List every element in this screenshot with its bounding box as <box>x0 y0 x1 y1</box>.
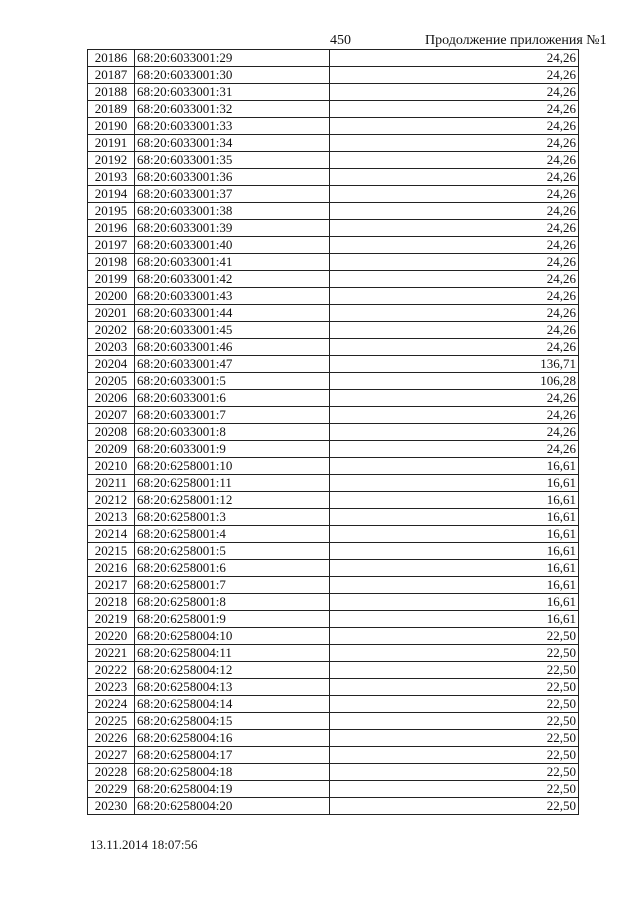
cadastral-number-cell: 68:20:6033001:45 <box>135 322 330 339</box>
cadastral-number-cell: 68:20:6258004:12 <box>135 662 330 679</box>
cadastral-number-cell: 68:20:6033001:32 <box>135 101 330 118</box>
cadastral-number-cell: 68:20:6033001:37 <box>135 186 330 203</box>
value-cell: 22,50 <box>330 730 579 747</box>
table-row <box>88 441 579 458</box>
cadastral-number-cell: 68:20:6033001:47 <box>135 356 330 373</box>
table-row <box>88 526 579 543</box>
value-cell: 16,61 <box>330 594 579 611</box>
table-row <box>88 730 579 747</box>
cadastral-number-cell: 68:20:6258004:10 <box>135 628 330 645</box>
row-number-cell: 20207 <box>88 407 135 424</box>
cadastral-number-cell: 68:20:6258004:15 <box>135 713 330 730</box>
value-cell: 24,26 <box>330 254 579 271</box>
cadastral-number-cell: 68:20:6258004:11 <box>135 645 330 662</box>
row-number-cell: 20189 <box>88 101 135 118</box>
table-row <box>88 560 579 577</box>
value-cell: 22,50 <box>330 645 579 662</box>
cadastral-number-cell: 68:20:6258004:14 <box>135 696 330 713</box>
row-number-cell: 20218 <box>88 594 135 611</box>
value-cell: 24,26 <box>330 237 579 254</box>
cadastral-number-cell: 68:20:6258001:9 <box>135 611 330 628</box>
value-cell: 24,26 <box>330 441 579 458</box>
table-row <box>88 577 579 594</box>
cadastral-number-cell: 68:20:6033001:44 <box>135 305 330 322</box>
row-number-cell: 20198 <box>88 254 135 271</box>
print-timestamp: 13.11.2014 18:07:56 <box>90 837 198 852</box>
value-cell: 24,26 <box>330 152 579 169</box>
cadastral-number-cell: 68:20:6033001:6 <box>135 390 330 407</box>
row-number-cell: 20216 <box>88 560 135 577</box>
cadastral-number-cell: 68:20:6258004:13 <box>135 679 330 696</box>
value-cell: 22,50 <box>330 747 579 764</box>
row-number-cell: 20190 <box>88 118 135 135</box>
cadastral-number-cell: 68:20:6033001:31 <box>135 84 330 101</box>
value-cell: 16,61 <box>330 611 579 628</box>
table-row <box>88 50 579 67</box>
table-row <box>88 645 579 662</box>
row-number-cell: 20210 <box>88 458 135 475</box>
registry-table <box>87 49 579 815</box>
row-number-cell: 20191 <box>88 135 135 152</box>
row-number-cell: 20223 <box>88 679 135 696</box>
value-cell: 22,50 <box>330 713 579 730</box>
registry-table-body <box>88 50 579 815</box>
value-cell: 16,61 <box>330 475 579 492</box>
value-cell: 16,61 <box>330 509 579 526</box>
row-number-cell: 20228 <box>88 764 135 781</box>
row-number-cell: 20212 <box>88 492 135 509</box>
table-row <box>88 543 579 560</box>
table-row <box>88 373 579 390</box>
row-number-cell: 20214 <box>88 526 135 543</box>
row-number-cell: 20204 <box>88 356 135 373</box>
table-row <box>88 662 579 679</box>
cadastral-number-cell: 68:20:6258001:6 <box>135 560 330 577</box>
value-cell: 24,26 <box>330 288 579 305</box>
row-number-cell: 20194 <box>88 186 135 203</box>
row-number-cell: 20193 <box>88 169 135 186</box>
value-cell: 22,50 <box>330 628 579 645</box>
row-number-cell: 20197 <box>88 237 135 254</box>
cadastral-number-cell: 68:20:6033001:42 <box>135 271 330 288</box>
table-row <box>88 594 579 611</box>
cadastral-number-cell: 68:20:6033001:36 <box>135 169 330 186</box>
row-number-cell: 20201 <box>88 305 135 322</box>
value-cell: 22,50 <box>330 798 579 815</box>
value-cell: 24,26 <box>330 390 579 407</box>
row-number-cell: 20230 <box>88 798 135 815</box>
cadastral-number-cell: 68:20:6258001:10 <box>135 458 330 475</box>
cadastral-number-cell: 68:20:6258001:3 <box>135 509 330 526</box>
row-number-cell: 20215 <box>88 543 135 560</box>
row-number-cell: 20196 <box>88 220 135 237</box>
row-number-cell: 20195 <box>88 203 135 220</box>
cadastral-number-cell: 68:20:6258004:18 <box>135 764 330 781</box>
value-cell: 22,50 <box>330 764 579 781</box>
value-cell: 24,26 <box>330 339 579 356</box>
row-number-cell: 20186 <box>88 50 135 67</box>
row-number-cell: 20229 <box>88 781 135 798</box>
value-cell: 24,26 <box>330 305 579 322</box>
value-cell: 106,28 <box>330 373 579 390</box>
table-row <box>88 356 579 373</box>
table-row <box>88 628 579 645</box>
value-cell: 22,50 <box>330 662 579 679</box>
value-cell: 16,61 <box>330 458 579 475</box>
value-cell: 136,71 <box>330 356 579 373</box>
value-cell: 24,26 <box>330 118 579 135</box>
cadastral-number-cell: 68:20:6033001:35 <box>135 152 330 169</box>
cadastral-number-cell: 68:20:6033001:41 <box>135 254 330 271</box>
value-cell: 24,26 <box>330 271 579 288</box>
table-row <box>88 152 579 169</box>
page-number: 450 <box>330 33 351 48</box>
value-cell: 24,26 <box>330 407 579 424</box>
row-number-cell: 20200 <box>88 288 135 305</box>
table-row <box>88 186 579 203</box>
value-cell: 24,26 <box>330 186 579 203</box>
row-number-cell: 20208 <box>88 424 135 441</box>
row-number-cell: 20224 <box>88 696 135 713</box>
row-number-cell: 20188 <box>88 84 135 101</box>
value-cell: 16,61 <box>330 577 579 594</box>
table-row <box>88 764 579 781</box>
table-row <box>88 509 579 526</box>
table-row <box>88 458 579 475</box>
table-row <box>88 407 579 424</box>
table-row <box>88 696 579 713</box>
cadastral-number-cell: 68:20:6033001:33 <box>135 118 330 135</box>
row-number-cell: 20205 <box>88 373 135 390</box>
table-row <box>88 305 579 322</box>
table-row <box>88 475 579 492</box>
table-row <box>88 747 579 764</box>
value-cell: 22,50 <box>330 696 579 713</box>
table-row <box>88 169 579 186</box>
cadastral-number-cell: 68:20:6258001:8 <box>135 594 330 611</box>
value-cell: 22,50 <box>330 781 579 798</box>
value-cell: 16,61 <box>330 492 579 509</box>
cadastral-number-cell: 68:20:6258004:16 <box>135 730 330 747</box>
table-row <box>88 101 579 118</box>
value-cell: 24,26 <box>330 67 579 84</box>
cadastral-number-cell: 68:20:6258001:12 <box>135 492 330 509</box>
table-row <box>88 390 579 407</box>
row-number-cell: 20222 <box>88 662 135 679</box>
cadastral-number-cell: 68:20:6258004:17 <box>135 747 330 764</box>
cadastral-number-cell: 68:20:6033001:43 <box>135 288 330 305</box>
value-cell: 24,26 <box>330 101 579 118</box>
row-number-cell: 20206 <box>88 390 135 407</box>
row-number-cell: 20225 <box>88 713 135 730</box>
table-row <box>88 118 579 135</box>
table-row <box>88 220 579 237</box>
table-row <box>88 492 579 509</box>
value-cell: 16,61 <box>330 560 579 577</box>
cadastral-number-cell: 68:20:6033001:8 <box>135 424 330 441</box>
table-row <box>88 84 579 101</box>
row-number-cell: 20213 <box>88 509 135 526</box>
table-row <box>88 135 579 152</box>
table-row <box>88 237 579 254</box>
cadastral-number-cell: 68:20:6033001:39 <box>135 220 330 237</box>
table-row <box>88 679 579 696</box>
table-row <box>88 271 579 288</box>
cadastral-number-cell: 68:20:6258004:19 <box>135 781 330 798</box>
row-number-cell: 20202 <box>88 322 135 339</box>
cadastral-number-cell: 68:20:6033001:5 <box>135 373 330 390</box>
row-number-cell: 20217 <box>88 577 135 594</box>
row-number-cell: 20199 <box>88 271 135 288</box>
table-row <box>88 254 579 271</box>
appendix-note: Продолжение приложения №1 <box>425 33 607 48</box>
table-row <box>88 713 579 730</box>
value-cell: 16,61 <box>330 543 579 560</box>
value-cell: 24,26 <box>330 424 579 441</box>
row-number-cell: 20192 <box>88 152 135 169</box>
cadastral-number-cell: 68:20:6033001:38 <box>135 203 330 220</box>
value-cell: 24,26 <box>330 203 579 220</box>
table-row <box>88 339 579 356</box>
value-cell: 24,26 <box>330 169 579 186</box>
row-number-cell: 20221 <box>88 645 135 662</box>
row-number-cell: 20226 <box>88 730 135 747</box>
value-cell: 16,61 <box>330 526 579 543</box>
cadastral-number-cell: 68:20:6033001:9 <box>135 441 330 458</box>
cadastral-number-cell: 68:20:6033001:7 <box>135 407 330 424</box>
row-number-cell: 20220 <box>88 628 135 645</box>
value-cell: 24,26 <box>330 220 579 237</box>
value-cell: 22,50 <box>330 679 579 696</box>
value-cell: 24,26 <box>330 50 579 67</box>
row-number-cell: 20219 <box>88 611 135 628</box>
cadastral-number-cell: 68:20:6033001:40 <box>135 237 330 254</box>
table-row <box>88 424 579 441</box>
cadastral-number-cell: 68:20:6033001:29 <box>135 50 330 67</box>
row-number-cell: 20187 <box>88 67 135 84</box>
table-row <box>88 203 579 220</box>
cadastral-number-cell: 68:20:6258001:11 <box>135 475 330 492</box>
table-row <box>88 781 579 798</box>
row-number-cell: 20209 <box>88 441 135 458</box>
table-row <box>88 67 579 84</box>
row-number-cell: 20227 <box>88 747 135 764</box>
cadastral-number-cell: 68:20:6033001:30 <box>135 67 330 84</box>
cadastral-number-cell: 68:20:6033001:46 <box>135 339 330 356</box>
value-cell: 24,26 <box>330 84 579 101</box>
value-cell: 24,26 <box>330 135 579 152</box>
table-row <box>88 611 579 628</box>
table-row <box>88 288 579 305</box>
value-cell: 24,26 <box>330 322 579 339</box>
cadastral-number-cell: 68:20:6258001:4 <box>135 526 330 543</box>
cadastral-number-cell: 68:20:6258004:20 <box>135 798 330 815</box>
table-row <box>88 798 579 815</box>
cadastral-number-cell: 68:20:6033001:34 <box>135 135 330 152</box>
cadastral-number-cell: 68:20:6258001:7 <box>135 577 330 594</box>
table-row <box>88 322 579 339</box>
row-number-cell: 20211 <box>88 475 135 492</box>
cadastral-number-cell: 68:20:6258001:5 <box>135 543 330 560</box>
row-number-cell: 20203 <box>88 339 135 356</box>
